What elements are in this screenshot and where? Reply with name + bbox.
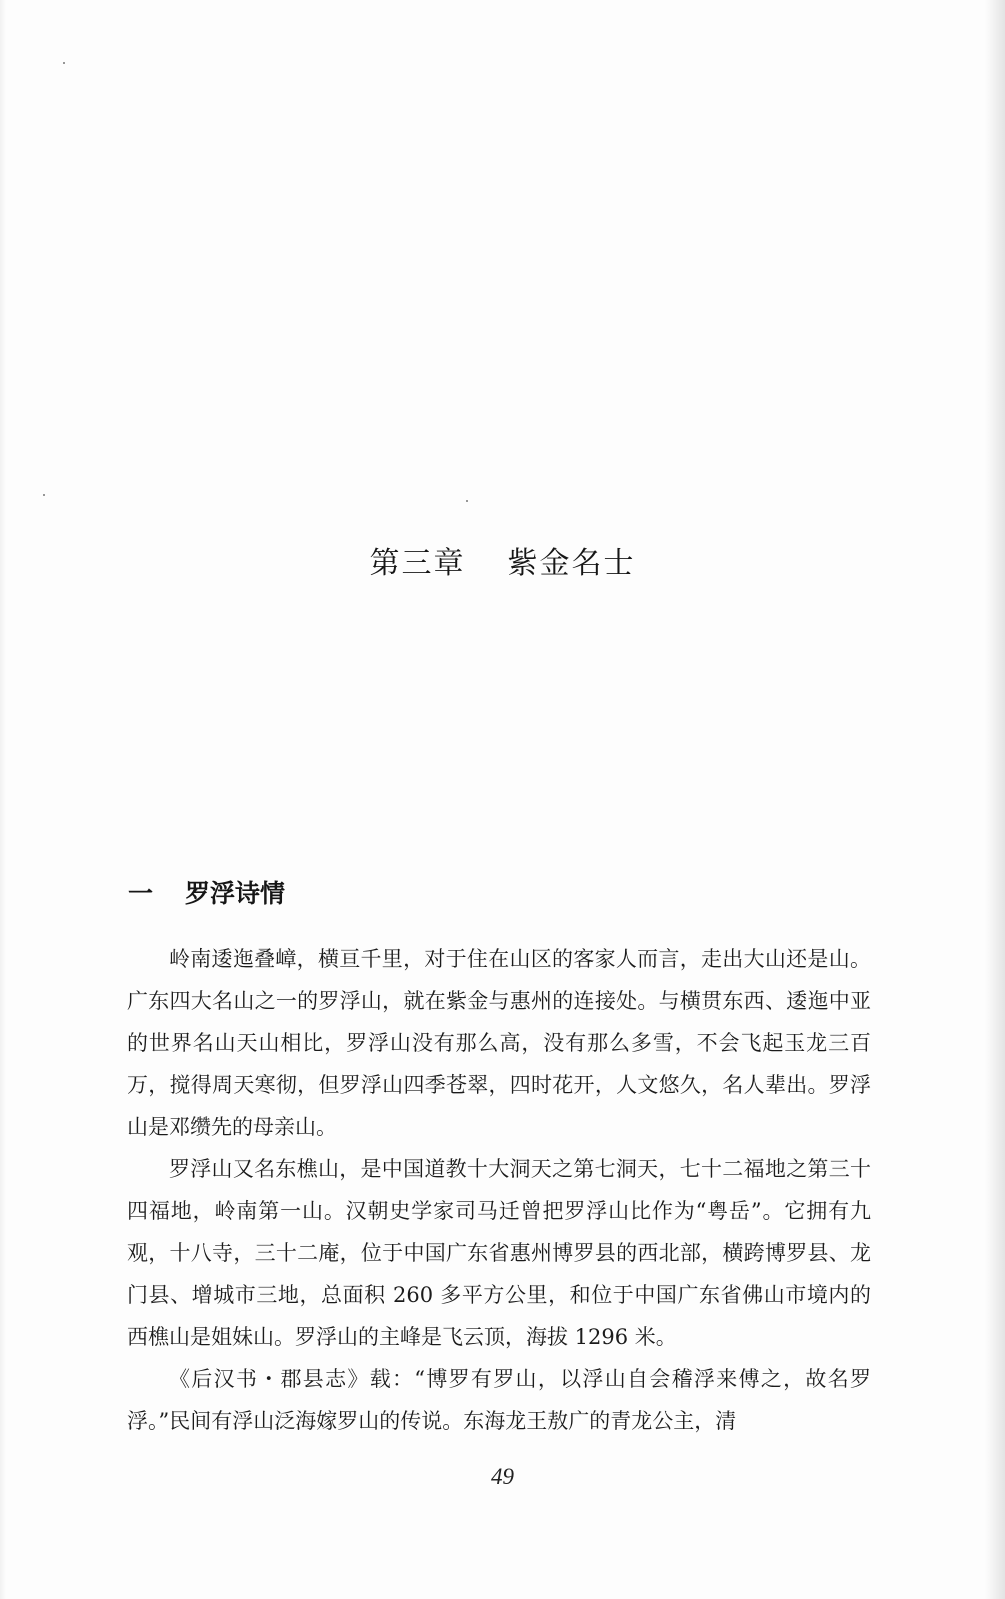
page-number: 49 — [491, 1464, 514, 1489]
section-number: 一 — [128, 879, 154, 908]
scan-speck — [466, 500, 468, 502]
page-left-edge — [0, 0, 6, 1599]
body-text — [127, 938, 871, 1442]
chapter-name: 紫金名士 — [507, 546, 636, 581]
scan-speck — [63, 62, 65, 64]
paragraph-2: 罗浮山又名东樵山，是中国道教十大洞天之第七洞天，七十二福地之第三十四福地，岭南第一山。汉朝史学家司马迁曾把罗浮山比作为“粤岳”。它拥有九观，十八寺，三十二庵，位于中国广东省惠州博罗县的西北部，横跨博罗县、龙门县、增城市三地，总面积 260 多平方公里，和位于中国广东省佛山市境内的西樵山是姐妹山。罗浮山的主峰是飞云顶，海拔 1296 米。 — [127, 1157, 871, 1349]
paragraph-1: 岭南逶迤叠嶂，横亘千里，对于住在山区的客家人而言，走出大山还是山。广东四大名山之一的罗浮山，就在紫金与惠州的连接处。与横贯东西、逶迤中亚的世界名山天山相比，罗浮山没有那么高，没有那么多雪，不会飞起玉龙三百万，搅得周天寒彻，但罗浮山四季苍翠，四时花开，人文悠久，名人辈出。罗浮山是邓缵先的母亲山。 — [127, 947, 871, 1139]
page-right-edge-shadow — [985, 0, 1005, 1599]
paragraph-3: 《后汉书・郡县志》载：“博罗有罗山，以浮山自会稽浮来傅之，故名罗浮。”民间有浮山泛海嫁罗山的传说。东海龙王敖广的青龙公主，清 — [127, 1367, 871, 1433]
chapter-title — [0, 538, 1005, 582]
section-title: 罗浮诗情 — [185, 879, 286, 908]
chapter-number-label: 第三章 — [369, 546, 466, 581]
section-heading — [128, 874, 285, 910]
scan-speck — [43, 494, 45, 496]
